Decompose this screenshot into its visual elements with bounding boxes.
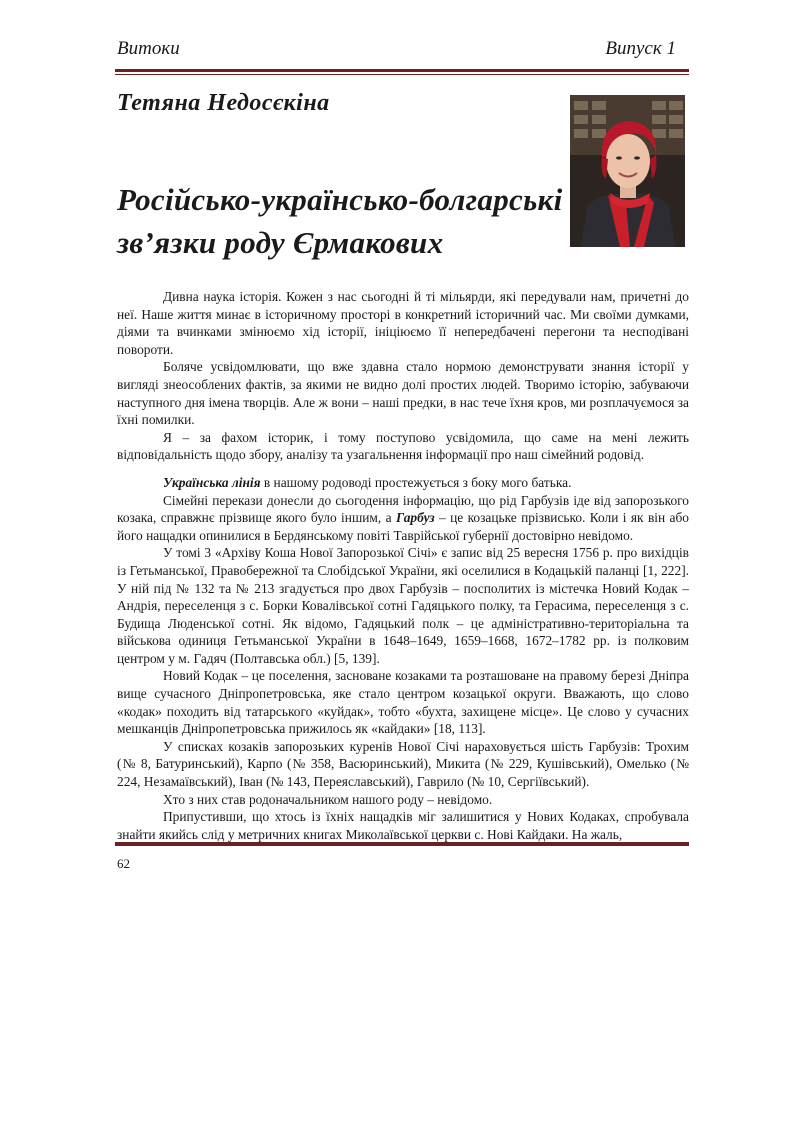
emphasis-term: Гарбуз bbox=[395, 510, 435, 526]
paragraph: У списках козаків запорозьких куренів Нової Січі нараховується шість Гарбузів: Трохим (№ 8, Батуринський), Карпо (№ 358, Васюринський), Микита (№ 229, Кушівський), Омелько (№ 224, Незамаївський), Іван (№ 143, Переяславський), Гаврило (№ 10, Сергіївський). bbox=[117, 738, 689, 790]
paragraph-text: – це козацьке прізвисько. Коли і як він або його нащадки опинилися в Бердянському повіті Таврійської губернії достовірно невідомо. bbox=[117, 510, 689, 543]
journal-title: Витоки bbox=[117, 38, 180, 59]
header-rule bbox=[115, 69, 689, 75]
paragraph: У томі 3 «Архіву Коша Нової Запорозької Січі» є запис від 25 вересня 1756 р. про вихідців із Гетьманської, Правобережної та Слобідської України, які оселилися в Кодацькій паланці [1, 222]. У ній під № 132 та № 213 згадується про двох Гарбузів – посполитих із містечка Новий Кодак – Андрія, переселенця з с. Борки Ковалівської сотні Гадяцького полку, та Герасима, переселенця з с. Будища Люденської сотні. Як відомо, Гадяцький полк – це адміністративно-територіальна та військова одиниця Гетьманської України в 1648–1649, 1659–1668, 1672–1782 рр. із полковим центром у м. Гадяч (Полтавська обл.) [5, 139]. bbox=[117, 545, 689, 666]
paragraph: Я – за фахом історик, і тому поступово усвідомила, що саме на мені лежить відповідальність щодо збору, аналізу та узагальнення інформації про наш сімейний родовід. bbox=[117, 429, 689, 463]
author-name: Тетяна Недосєкіна bbox=[117, 90, 330, 116]
paragraph: Припустивши, що хтось із їхніх нащадків міг залишитися у Нових Кодаках, спробувала знайти якийсь слід у метричних книгах Миколаївської церкви с. Нові Кайдаки. На жаль, bbox=[117, 809, 689, 842]
article-title bbox=[117, 178, 567, 264]
article-title-line-1: Російсько-українсько-болгарські bbox=[117, 182, 563, 217]
issue-label: Випуск 1 bbox=[605, 38, 676, 59]
article-title-line-2: зв’язки роду Єрмакових bbox=[117, 225, 444, 260]
paragraph-text: в нашому родоводі простежується з боку мого батька. bbox=[260, 474, 572, 490]
paragraph: Дивна наука історія. Кожен з нас сьогодні й ті мільярди, які передували нам, причетні до неї. Наше життя минає в історичному просторі в конкретний історичний час. Ми своїми думками, діями та вчинками змінюємо хід історії, ініціюємо її непередбачені перегони та несподівані повороти. bbox=[117, 289, 689, 357]
paragraph: Новий Кодак – це поселення, засноване козаками та розташоване на правому березі Дніпра вище сучасного Дніпропетровська, яке стало центром козацької округи. Вважають, що слово «кодак» походить від татарського «куйдак», тобто «бухта, захищене місце». Це слово у сучасних мешканців Дніпропетровська прижилось як «кайдаки» [18, 113]. bbox=[117, 668, 689, 737]
paragraph: Боляче усвідомлювати, що вже здавна стало нормою демонструвати знання історії у вигляді знеособлених фактів, за якими не видно долі простих людей. Творимо історію, забуваючи наступного дня імена творців. Але ж вони – наші предки, в нас тече їхня кров, ми розплачуємося за їхні помилки. bbox=[117, 359, 689, 428]
paragraph: Хто з них став родоначальником нашого роду – невідомо. bbox=[163, 791, 493, 807]
paragraph bbox=[117, 474, 689, 492]
paragraph bbox=[117, 492, 689, 545]
emphasis-term: Українська лінія bbox=[163, 474, 261, 490]
page-number: 62 bbox=[117, 856, 130, 871]
paragraph-text: Сімейні перекази донесли до сьогодення інформацію, що рід Гарбузів іде від запорозького козака, справжнє прізвище якого було іншим, а bbox=[117, 492, 689, 526]
author-photo bbox=[570, 95, 685, 247]
article-body bbox=[117, 288, 689, 843]
footer-rule bbox=[115, 840, 689, 846]
